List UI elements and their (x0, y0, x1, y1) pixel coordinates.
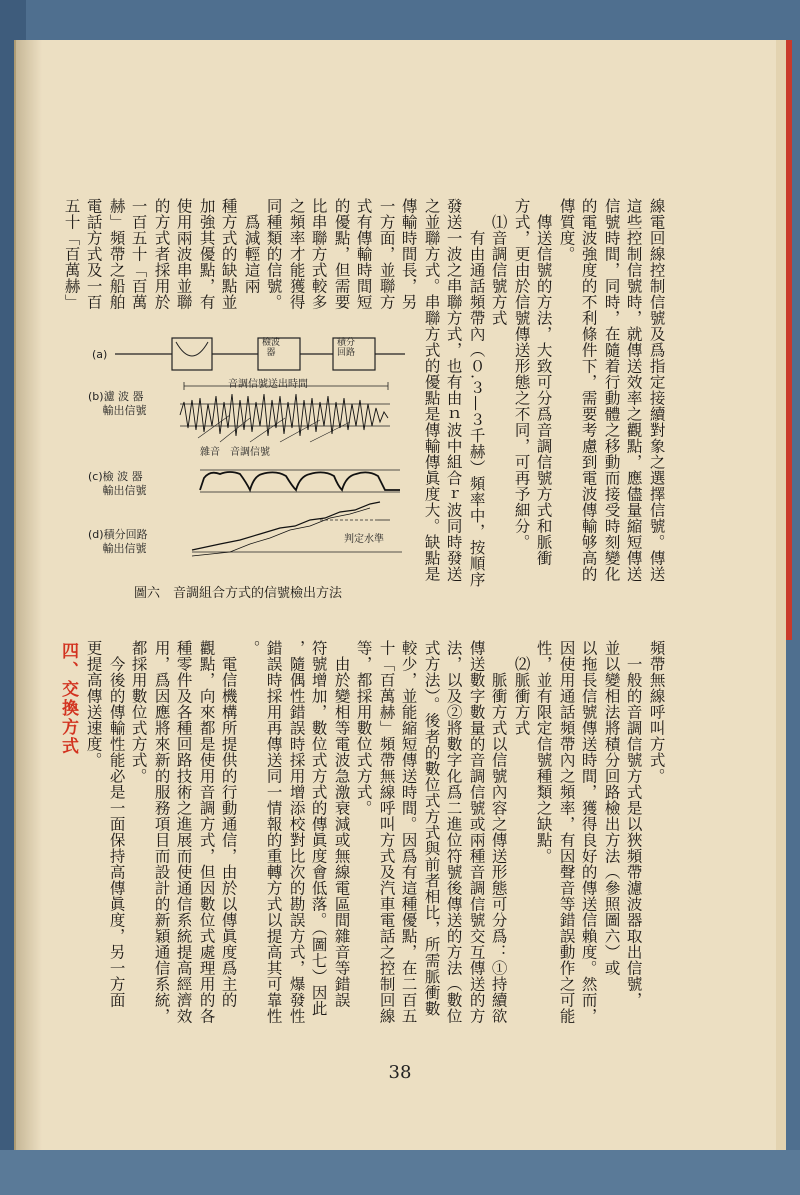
text-column: 等，都採用數位式方式。 (354, 640, 373, 816)
text-column: 五十「百萬赫」 (62, 198, 81, 310)
text-column: 觀點，向來都是使用音調方式，但因數位式處理用的各 (197, 640, 216, 1024)
tone-signal-label: 音調信號 (230, 447, 270, 458)
subsection-heading: ⑵脈衝方式 (512, 640, 531, 736)
text-column: 並以變相法將積分回路檢出方法（參照圖六）或 (602, 640, 621, 976)
text-column: 法，以及②將數字化爲二進位符號後傳送的方法（數位 (444, 640, 463, 1024)
text-column: 用，爲因應將來新的服務項目而設計的新穎通信系統， (152, 640, 171, 1024)
text-column: 發送一波之串聯方式，也有由ｎ波中組合ｒ波同時發送 (444, 198, 463, 582)
text-column: 傳輸時間長，另 (399, 198, 418, 310)
page-number: 38 (388, 1062, 412, 1083)
text-column: 方式，更由於信號傳送形態之不同，可再予細分。 (512, 198, 531, 550)
figure-caption: 圖六 音調組合方式的信號檢出方法 (134, 586, 343, 601)
text-column: 赫」頻帶之船舶 (107, 198, 126, 310)
text-column: 的優點，但需要 (332, 198, 351, 310)
noise-label: 雜音 (200, 447, 220, 458)
detector-label: 檢波 器 (262, 338, 281, 358)
text-column: 傳送數字數量的音調信號或兩種音調信號交互傳送的方 (467, 640, 486, 1024)
book-cover-bottom (0, 1150, 800, 1195)
text-column: 頻帶無線呼叫方式。 (647, 640, 666, 784)
text-column: 種方式的缺點並 (219, 198, 238, 310)
text-column: 使用兩波串並聯 (174, 198, 193, 310)
text-column: 比串聯方式較多 (309, 198, 328, 310)
text-column: 電信機構所提供的行動通信，由於以傳眞度爲主的 (219, 640, 238, 1008)
text-column: 式有傳輸時間短 (354, 198, 373, 310)
page-edge (776, 40, 786, 1150)
text-column: 錯誤時採用再傳送同一情報的重轉方式以提高其可靠性 (264, 640, 283, 1024)
text-column: ，隨偶性錯誤時採用增添校對比次的勘誤方式，爆發性 (287, 640, 306, 1024)
text-column: 之頻率才能獲得 (287, 198, 306, 310)
integrator-label: 積分 回路 (337, 338, 356, 358)
text-column: 的方式者採用於 (152, 198, 171, 310)
text-column: 符號增加，數位式方式的傳眞度會低落。（圖七）因此 (309, 640, 328, 1017)
filter-box (172, 338, 212, 370)
spine-shadow (14, 40, 42, 1150)
text-column: 傳送信號的方法，大致可分爲音調信號方式和脈衝 (534, 198, 553, 566)
text-column: 線電回線控制信號及爲指定接續對象之選擇信號。傳送 (647, 198, 666, 582)
text-column: 都採用數位式方式。 (129, 640, 148, 784)
text-column: 傳質度。 (557, 198, 576, 262)
text-column: 一般的音調信號方式是以狹頻帶濾波器取出信號， (624, 640, 643, 1008)
text-column: 因使用通話頻帶內之頻率，有因聲音等錯誤動作之可能 (557, 640, 576, 1024)
text-column: 這些控制信號時，就傳送效率之觀點，應儘量縮短傳送 (624, 198, 643, 582)
text-column: 。 (242, 640, 261, 656)
text-column: 有由通話頻帶內（０.３—３千赫）頻率中，按順序 (467, 198, 486, 588)
text-column: 同種類的信號。 (264, 198, 283, 310)
text-column: 以拖長信號傳送時間，獲得良好的傳送信賴度。然而， (579, 640, 598, 1024)
text-column: 十「百萬赫」頻帶無線呼叫方式及汽車電話之控制回線 (377, 640, 396, 1024)
text-column: 脈衝方式以信號內容之傳送形態可分爲：①持續欲 (489, 640, 508, 1024)
subsection-heading: ⑴音調信號方式 (489, 198, 508, 326)
text-column: 之並聯方式。串聯方式的優點是傳輸傳眞度大。缺點是 (422, 198, 441, 582)
text-column: 爲減輕這兩 (242, 198, 261, 294)
figure-six (80, 330, 410, 615)
label-d: (d)積分回路 輸出信號 (88, 528, 148, 555)
section-heading: 四、交換方式 (58, 642, 78, 756)
text-column: 較少，並能縮短傳送時間。因爲有這種優點，在二百五 (399, 640, 418, 1024)
threshold-label: 判定水準 (344, 534, 384, 545)
text-column: 信號時間，同時，在隨着行動體之移動而接受時刻變化 (602, 198, 621, 582)
label-b: (b)濾 波 器 輸出信號 (88, 390, 147, 417)
text-column: 種零件及各種回路技術之進展而使通信系統提高經濟效 (174, 640, 193, 1024)
text-column: 一方面，並聯方 (377, 198, 396, 310)
text-column: 式方法）。後者的數位式方式與前者相比，所需脈衝數 (422, 640, 441, 1017)
text-column: 更提高傳送速度。 (84, 640, 103, 768)
tone-duration-label: 音調信號送出時間 (228, 379, 308, 390)
text-column: 電話方式及一百 (84, 198, 103, 310)
text-column: 的電波強度的不利條件下，需要考慮到電波傳輸够高的 (579, 198, 598, 582)
text-column: 一百五十「百萬 (129, 198, 148, 310)
text-column: 加強其優點，有 (197, 198, 216, 310)
red-page-edge (786, 40, 792, 640)
text-column: 性，並有限定信號種類之缺點。 (534, 640, 553, 864)
text-column: 由於變相等電波急激衰減或無線電區間雜音等錯誤 (332, 640, 351, 1008)
label-a: (a) (92, 348, 108, 361)
text-column: 今後的傳輸性能必是一面保持高傳眞度，另一方面 (107, 640, 126, 1008)
label-c: (c)檢 波 器 輸出信號 (88, 470, 147, 497)
